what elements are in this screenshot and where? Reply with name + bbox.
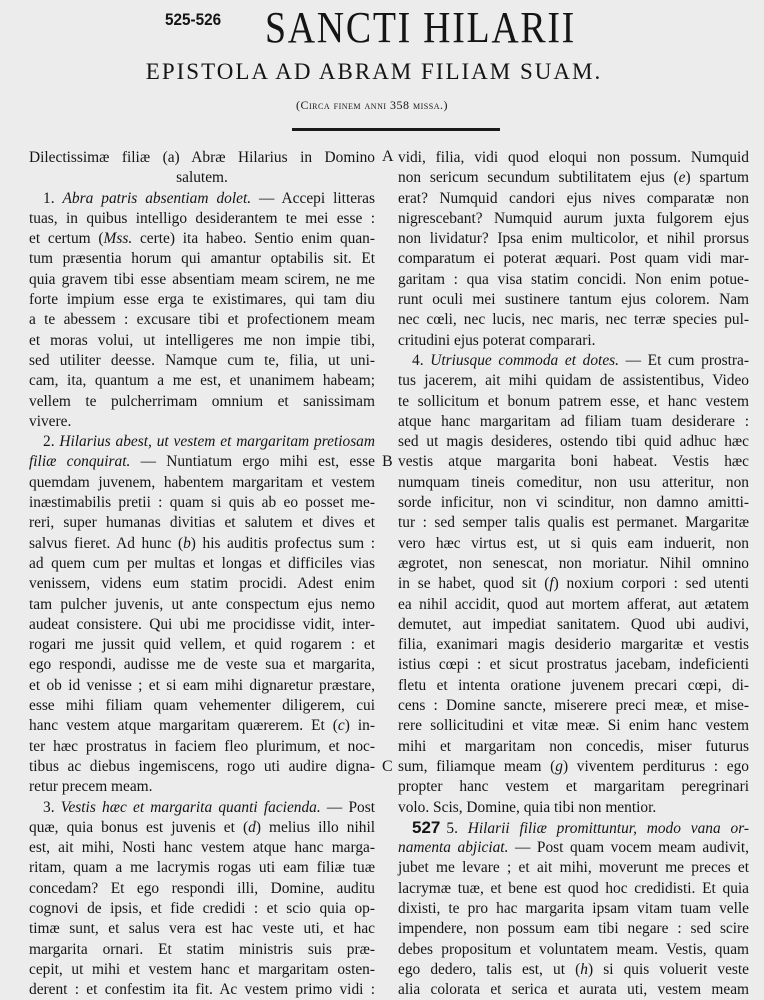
text-line: esse mihi filiam quam vehementer diligerem, cui xyxy=(29,697,375,715)
text-line xyxy=(398,351,749,371)
text-line: ego respondi, audisse me de veste sua et margarita, xyxy=(29,656,375,674)
text-line xyxy=(398,838,749,858)
italic-text: Hilarius abest, ut vestem et margaritam pretiosam xyxy=(59,433,375,451)
text-line: salutem. xyxy=(176,169,228,187)
text-run: ) spartum xyxy=(685,169,749,187)
text-line: forte impium esse erga te existimares, qui tam diu xyxy=(29,291,375,309)
text-run: sum, filiamque meam ( xyxy=(398,757,556,775)
italic-text: g xyxy=(555,757,563,775)
text-line xyxy=(29,534,375,554)
text-line xyxy=(29,432,375,452)
text-line: reri, super humanas divitias et salutem et dives et xyxy=(29,514,375,532)
text-run: certe) ita habeo. Sentio enim quan- xyxy=(132,230,375,248)
text-line: audeat consistere. Qui ubi me procidisse vidit, inter- xyxy=(29,615,375,633)
text-run: ) noxium corpori : sed utenti xyxy=(553,575,749,593)
text-line: jubet me levare ; et ait mihi, moverunt me preces et xyxy=(398,859,749,877)
italic-text: f xyxy=(549,575,554,593)
text-line: filia, exanimari magis desiderio margaritæ et vestis xyxy=(398,636,749,654)
text-line xyxy=(29,716,375,736)
text-line: nigrescebant? Numquid aurum juxta fulgorem ejus xyxy=(398,209,749,227)
text-line: rogari me jussit quid vellem, et quid rogarem : et xyxy=(29,636,375,654)
text-line: tuas, in quibus intelligo desiderantem te mei esse : xyxy=(29,209,375,227)
text-line: numquam tineis comeditur, non usu atteritur, non xyxy=(398,473,749,491)
text-run: ) si quis voluerit veste xyxy=(587,960,750,978)
text-line: runt oculi mei sustinere tantum ejus colorem. Nam xyxy=(398,291,749,309)
text-line: tum præsentia horum qui amantur optabilis sit. Et xyxy=(29,250,375,268)
text-line: rere sollicitudini et vitæ meæ. Si enim hanc vestem xyxy=(398,717,749,735)
text-run: 2. xyxy=(43,433,60,451)
page-header xyxy=(0,4,764,54)
text-line: sed ut magis desideres, ostendo tibi quid adhuc hæc xyxy=(398,433,749,451)
text-run: salvus fieret. Ad hunc ( xyxy=(29,534,184,552)
text-line: sorde inficitur, non vi scinditur, non damno amitti- xyxy=(398,494,749,512)
text-line: retur precem meam. xyxy=(29,778,153,796)
italic-text: Vestis hæc et margarita quanti facienda. xyxy=(60,798,321,816)
text-line: cam, ita, quantum a me est, et unanimem habeam; xyxy=(29,372,375,390)
text-run: 3. xyxy=(43,798,61,816)
italic-text: Abra patris absentiam dolet. xyxy=(62,189,252,207)
text-run: — Et cum prostra- xyxy=(619,351,750,369)
text-line: ægrotet, non senescat, non moriatur. Nihil omnino xyxy=(398,554,749,572)
italic-text: b xyxy=(183,534,191,552)
text-line: quia gravem tibi esse absentiam meam scirem, ne me xyxy=(29,270,375,288)
text-line: tam pulcher juvenis, ut ante conspectum ejus nemo xyxy=(29,595,375,613)
text-run: ) melius illo nihil xyxy=(255,818,375,836)
text-run: 1. xyxy=(43,189,63,207)
text-line: te sollicitum et bonum patrem esse, et hanc vestem xyxy=(398,392,749,410)
text-line: mihi et margaritam non concedis, miser futurus xyxy=(398,737,749,755)
text-line: debes propositum et voluntatem meam. Vestis, quam xyxy=(398,940,749,958)
dateline: (Circa finem anni 358 missa.) xyxy=(296,98,448,112)
text-line xyxy=(398,757,749,777)
letter-title: EPISTOLA AD ABRAM FILIAM SUAM. xyxy=(145,59,603,84)
text-line: venissem, videns eum statim procidi. Adest enim xyxy=(29,575,375,593)
text-line: vero hæc virtus est, ut si quis eam induerit, non xyxy=(398,534,749,552)
text-line: cens : Domine sancte, miserere preci meæ, et mise- xyxy=(398,697,749,715)
text-line xyxy=(29,229,375,249)
text-line xyxy=(398,960,749,980)
text-line: tus jacerem, ait mihi quidam de assistentibus, Video xyxy=(398,372,749,390)
text-line: critudini ejus poterat comparari. xyxy=(398,331,596,349)
text-line: fletu et intenta oratione juvenem precari cœpi, di- xyxy=(398,676,749,694)
text-line: timæ sunt, et salus vera est hac veste uti, et hac xyxy=(29,920,375,938)
text-run: — Accepi litteras xyxy=(251,189,376,207)
text-line: vivere. xyxy=(29,412,72,430)
text-run: quæ, quia bonus est juvenis et ( xyxy=(29,818,249,836)
text-run: ego dedero, talis est, ut ( xyxy=(398,960,581,978)
text-run: ) in- xyxy=(344,717,375,735)
column-number: 527 xyxy=(412,817,441,837)
text-line: a te abessem : excusare tibi et profectionem meam xyxy=(29,311,375,329)
italic-text: d xyxy=(248,818,256,836)
text-line: propter hanc vestem et margaritam peregrinari xyxy=(398,778,749,796)
text-run: — Post quam vocem meam audivit, xyxy=(508,839,749,857)
text-line: tibus ac diebus ingemiscens, rogo uti audire digna- xyxy=(29,757,375,775)
text-run: 4. xyxy=(412,351,431,369)
text-line: ter hæc prostratus in faciem fleo plurimum, et noc- xyxy=(29,737,375,755)
italic-text: e xyxy=(678,169,686,187)
italic-text: Mss. xyxy=(103,230,133,248)
text-run: 5. xyxy=(446,819,468,837)
text-line: inæstimabilis pretii : quam si quis ab eo posset me- xyxy=(29,494,375,512)
text-line: cognovi de ipsis, et fide credidi : et scio quia op- xyxy=(29,899,375,917)
text-line: ea nihil accidit, quod aut mortem afferat, aut ætatem xyxy=(398,595,749,613)
text-run: et certum ( xyxy=(29,230,104,248)
text-line: tur : sed semper talis qualis est permanet. Margaritæ xyxy=(398,514,749,532)
margin-letter-b: B xyxy=(382,453,393,470)
margin-letter-c: C xyxy=(382,758,393,775)
text-line: ad quem cum per multas et longas et difficiles vias xyxy=(29,554,375,572)
text-run: in se habet, quod sit ( xyxy=(398,575,550,593)
text-run: ) his auditis profectus sum : xyxy=(190,534,375,552)
italic-text: namenta abjiciat. xyxy=(398,839,509,857)
text-line: lacrymæ tuæ, et bene est quod hoc credidisti. Et quia xyxy=(398,879,749,897)
text-line: margarita ornari. Et statim ministris suis præ- xyxy=(29,940,375,958)
text-line: et ob id venisse ; et si eam mihi dignaretur præstare, xyxy=(29,676,375,694)
text-run: hanc vestem atque margaritam quærerem. Et ( xyxy=(29,717,338,735)
text-line: istius cœpi : et sicut prostratus jacebam, indeficienti xyxy=(398,656,749,674)
italic-text: h xyxy=(580,960,588,978)
italic-text: Utriusque commoda et dotes. xyxy=(430,351,619,369)
text-line xyxy=(29,798,375,818)
italic-text: filiæ conquirat. xyxy=(29,453,131,471)
running-title: SANCTI HILARII xyxy=(265,3,577,52)
page-numbers: 525-526 xyxy=(165,10,222,29)
text-line: impendere, non possum eam tibi negare : sed scire xyxy=(398,920,749,938)
text-line: concedam? Et ego respondi illi, Domine, auditu xyxy=(29,879,375,897)
header-rule xyxy=(292,128,500,131)
text-line xyxy=(29,818,375,838)
text-line: vellem te pulcherrimam omnium et sanissimam xyxy=(29,392,375,410)
right-column xyxy=(398,148,749,1000)
text-line: demutet, aut impediat sanitatem. Quod ubi audivi, xyxy=(398,615,749,633)
text-line xyxy=(398,574,749,594)
text-line xyxy=(29,189,375,209)
text-line: nec cœli, nec lucis, nec maris, nec terræ species pul- xyxy=(398,311,749,329)
text-run: ) viventem perditurus : ego xyxy=(562,757,749,775)
text-run: non sericum secundum subtilitatem ejus ( xyxy=(398,169,679,187)
text-line: dixisti, te pro hac margarita ipsam vitam tuam velle xyxy=(398,899,749,917)
text-line: atque hanc margaritam ad filiam tuam desiderare : xyxy=(398,412,749,430)
text-line: sed utiliter deesse. Namque cum te, filia, ut uni- xyxy=(29,351,375,369)
italic-text: c xyxy=(337,717,345,735)
left-column xyxy=(29,148,375,1000)
text-line: volo. Scis, Domine, quia tibi non mentior. xyxy=(398,798,657,816)
text-line: est, ait mihi, Nosti hanc vestem atque hanc marga- xyxy=(29,839,375,857)
text-line: derent : et confestim ita fit. Ac vestem primo vidi : xyxy=(29,981,375,999)
italic-text: Hilarii filiæ promittuntur, modo vana or- xyxy=(467,819,750,837)
text-line: erat? Numquid candori ejus nives comparatæ non xyxy=(398,189,749,207)
text-line xyxy=(29,452,375,472)
text-line: et moras volui, ut intelligeres me non impie tibi, xyxy=(29,331,375,349)
text-line: cepit, ut mihi et vestem hanc et margaritam osten- xyxy=(29,960,375,978)
text-line: vestis atque margarita boni habeat. Vestis hæc xyxy=(398,453,749,471)
text-line: alia colorata et serica et aurata uti, vestem meam xyxy=(398,981,749,999)
margin-letter-a: A xyxy=(382,148,394,165)
text-line: vidi, filia, vidi quod eloqui non possum. Numquid xyxy=(398,149,749,166)
text-line xyxy=(398,818,749,838)
text-line: Dilectissimæ filiæ (a) Abræ Hilarius in Domino xyxy=(29,149,375,166)
text-line: comparatum ei poterat æquari. Post quam vidi mar- xyxy=(398,250,749,268)
text-line: quemdam juvenem, habentem margaritam et vestem xyxy=(29,473,375,491)
text-line: non lividatur? Ipsa enim multicolor, et nihil prorsus xyxy=(398,230,749,248)
text-run: — Nuntiatum ergo mihi est, esse xyxy=(130,453,375,471)
text-line xyxy=(398,168,749,188)
text-line: ritam, quam a me lacrymis rogas uti eam filiæ tuæ xyxy=(29,859,375,877)
text-line: garitam : qua visa statim concidi. Non enim potue- xyxy=(398,270,749,288)
text-run: — Post xyxy=(320,798,376,816)
